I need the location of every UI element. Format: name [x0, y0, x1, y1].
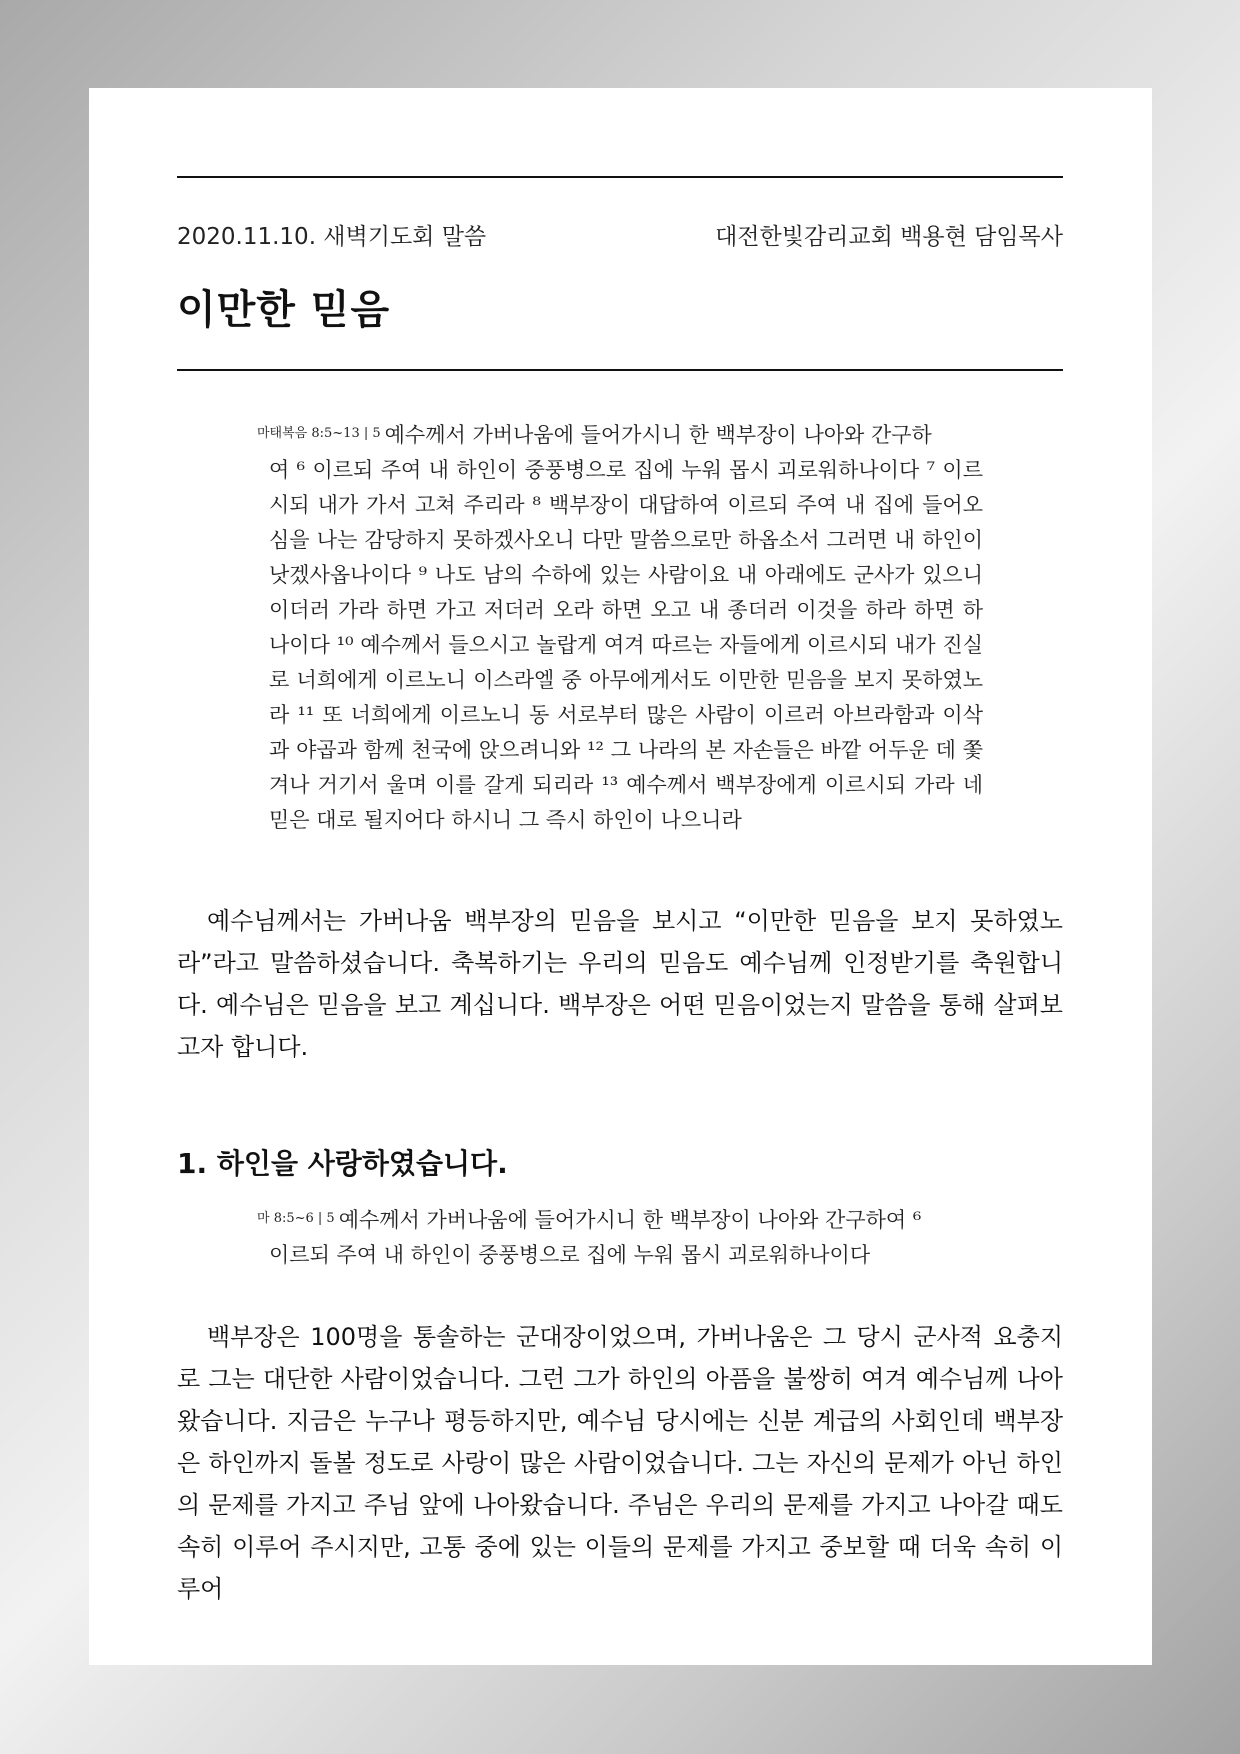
intro-paragraph: 예수님께서는 가버나움 백부장의 믿음을 보시고 “이만한 믿음을 보지 못하였노라”라고 말씀하셨습니다. 축복하기는 우리의 믿음도 예수님께 인정받기를 축원합니다. 예수님은 믿음을 보고 계십니다. 백부장은 어떤 믿음이었는지 말씀을 통해 살펴보고자 합니다.: [177, 907, 1063, 1061]
header-bottom-rule: [177, 369, 1063, 371]
service-date: 2020.11.10. 새벽기도회 말씀: [177, 224, 487, 250]
section-1-scripture: [257, 1201, 983, 1273]
document-page: [89, 88, 1152, 1665]
section-1-scripture-first-line: 예수께서 가버나움에 들어가시니 한 백부장이 나아와 간구하여 ⁶: [338, 1208, 922, 1232]
scripture-continuation: 여 ⁶ 이르되 주여 내 하인이 중풍병으로 집에 누워 몹시 괴로워하나이다 ⁷ 이르시되 내가 가서 고쳐 주리라 ⁸ 백부장이 대답하여 이르되 주여 내 집에 들어오심을 나는 감당하지 못하겠사오니 다만 말씀으로만 하옵소서 그러면 내 하인이 낫겠사옵나이다 ⁹ 나도 남의 수하에 있는 사람이요 내 아래에도 군사가 있으니 이더러 가라 하면 가고 저더러 오라 하면 오고 내 종더러 이것을 하라 하면 하나이다 ¹⁰ 예수께서 들으시고 놀랍게 여겨 따르는 자들에게 이르시되 내가 진실로 너희에게 이르노니 이스라엘 중 아무에게서도 이만한 믿음을 보지 못하였노라 ¹¹ 또 너희에게 이르노니 동 서로부터 많은 사람이 이르러 아브라함과 이삭과 야곱과 함께 천국에 앉으려니와 ¹² 그 나라의 본 자손들은 바깥 어두운 데 쫓겨나 거기서 울며 이를 갈게 되리라 ¹³ 예수께서 백부장에게 이르시되 가라 네 믿은 대로 될지어다 하시니 그 즉시 하인이 나으니라: [269, 458, 983, 832]
section-1-heading: 1. 하인을 사랑하였습니다.: [177, 1147, 508, 1180]
section-1-scripture-continuation: 이르되 주여 내 하인이 중풍병으로 집에 누워 몹시 괴로워하나이다: [269, 1243, 871, 1267]
scripture-reference: 마태복음 8:5~13 | 5: [257, 426, 381, 441]
section-1-paragraph: 백부장은 100명을 통솔하는 군대장이었으며, 가버나움은 그 당시 군사적 요충지로 그는 대단한 사람이었습니다. 그런 그가 하인의 아픔을 불쌍히 여겨 예수님께 나아왔습니다. 지금은 누구나 평등하지만, 예수님 당시에는 신분 계급의 사회인데 백부장은 하인까지 돌볼 정도로 사랑이 많은 사람이었습니다. 그는 자신의 문제가 아닌 하인의 문제를 가지고 주님 앞에 나아왔습니다. 주님은 우리의 문제를 가지고 나아갈 때도 속히 이루어 주시지만, 고통 중에 있는 이들의 문제를 가지고 중보할 때 더욱 속히 이루어: [177, 1323, 1063, 1603]
section-1-scripture-reference: 마 8:5~6 | 5: [257, 1211, 335, 1226]
scripture-first-line: 예수께서 가버나움에 들어가시니 한 백부장이 나아와 간구하: [384, 423, 932, 447]
header-row: [177, 218, 1063, 251]
header-top-rule: [177, 176, 1063, 178]
sermon-title: 이만한 믿음: [177, 287, 391, 333]
church-pastor: 대전한빛감리교회 백용현 담임목사: [715, 224, 1063, 250]
main-scripture-passage: [257, 416, 983, 838]
